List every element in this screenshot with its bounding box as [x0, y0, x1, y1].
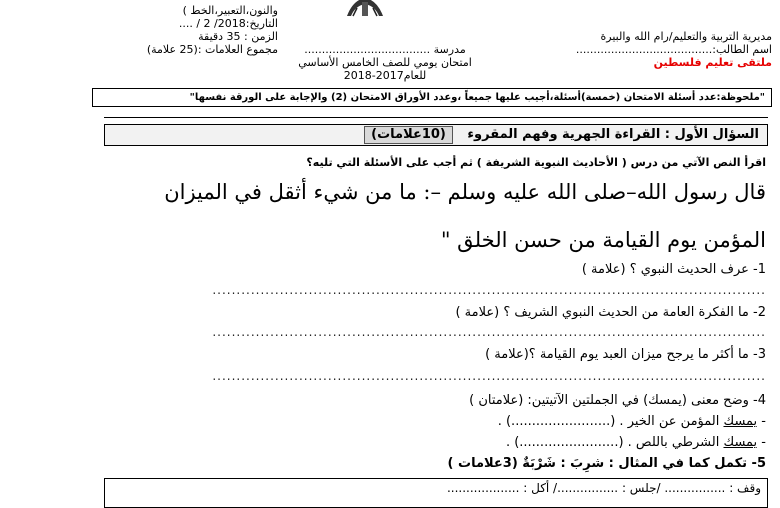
question-4b-rest[interactable]: الشرطي باللص . (........................) . [505, 435, 724, 450]
answer-line-3[interactable]: ................................................................................................................... [212, 369, 766, 383]
palestine-emblem-icon [343, 0, 387, 18]
section1-title: السؤال الأول : القراءة الجهرية وفهم المقروء [467, 127, 759, 142]
header-right [576, 30, 772, 69]
question-5-row[interactable]: وقف : ................ /جلس : ................/ أكل : ................... [446, 481, 761, 495]
header-center [290, 43, 480, 82]
hadith-line-2: المؤمن يوم القيامة من حسن الخلق " [440, 228, 766, 252]
question-1: 1- عرف الحديث النبوي ؟ (علامة ) [581, 262, 766, 277]
exam-topic: والنون،التعبير،الخط ) [182, 4, 278, 17]
question-4a: - يمسك المؤمن عن الخير . (........................) . [497, 414, 766, 429]
section1-header [104, 124, 768, 146]
exam-date: التاريخ:2018/ 2 / .... [178, 17, 278, 30]
exam-time: الزمن : 35 دقيقة [198, 30, 278, 43]
question-4a-rest[interactable]: المؤمن عن الخير . (........................) . [497, 414, 724, 429]
directorate-text: مديرية التربية والتعليم/رام الله والبيرة [600, 30, 772, 43]
question-3: 3- ما أكثر ما يرجح ميزان العبد يوم القيامة ؟(علامة ) [485, 347, 766, 362]
header-left [78, 4, 278, 56]
section1-points: (10علامات) [364, 126, 453, 144]
divider [104, 117, 768, 118]
exam-note: "ملحوظة:عدد أسئلة الامتحان (خمسة)أسئلة،أجيب عليها جميعاً ،وعدد الأوراق الامتحان (2) والإجابة على الورقة نفسها" [92, 88, 772, 107]
question-5-table [104, 478, 768, 508]
word-yumsik-a: يمسك [723, 414, 758, 429]
school-field: مدرسة .................................... [304, 43, 466, 56]
reading-instructions: اقرأ النص الآتي من درس ( الأحاديث النبوية الشريفة ) ثم أجب على الأسئلة التي تليه؟ [306, 156, 766, 169]
forum-label: ملتقى تعليم فلسطين [653, 56, 772, 69]
question-2: 2- ما الفكرة العامة من الحديث النبوي الشريف ؟ (علامة ) [455, 305, 766, 320]
exam-title: امتحان يومي للصف الخامس الأساسي [298, 56, 472, 69]
total-marks: مجموع العلامات :(25 علامة) [146, 43, 278, 56]
word-yumsik-b: يمسك [723, 435, 758, 450]
question-4b: - يمسك الشرطي باللص . (........................) . [505, 435, 766, 450]
question-5: 5- تكمل كما في المثال : شرِبَ : شَرْبَةٌ (3علامات ) [447, 456, 766, 471]
answer-line-2[interactable]: ................................................................................................................... [212, 325, 766, 339]
academic-year: للعام2017-2018 [343, 69, 427, 82]
question-4: 4- وضح معنى (يمسك) في الجملتين الآتيتين: (علامتان ) [469, 393, 766, 408]
hadith-line-1: قال رسول الله–صلى الله عليه وسلم –: ما من شيء أثقل في الميزان [164, 180, 766, 204]
answer-line-1[interactable]: ................................................................................................................... [212, 283, 766, 297]
student-name-field: اسم الطالب:....................................... [575, 43, 772, 56]
